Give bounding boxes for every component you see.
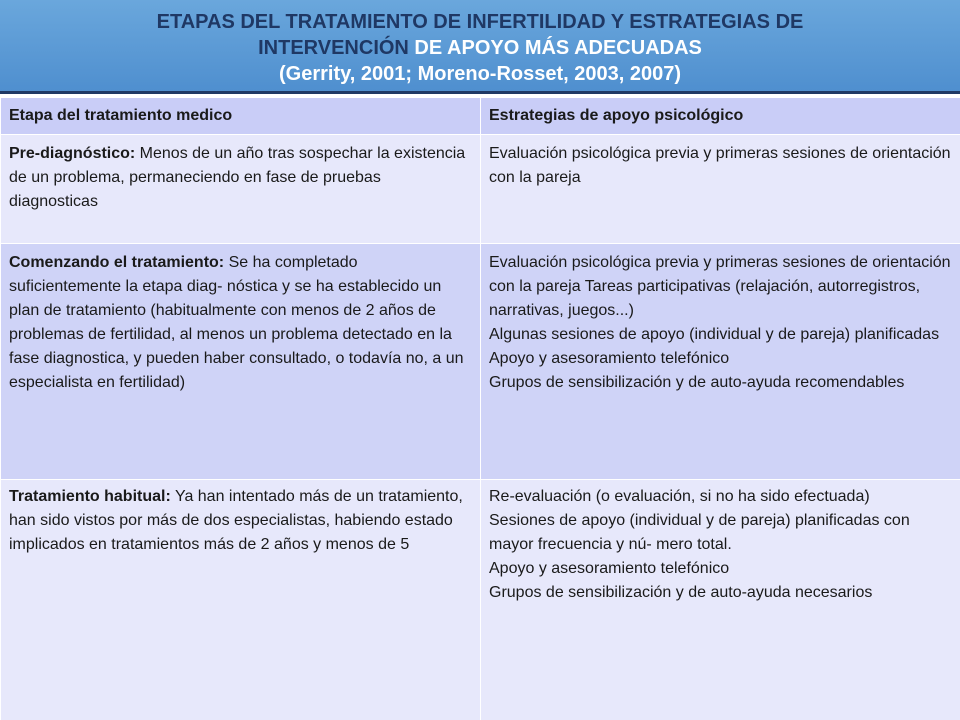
stage-name: Comenzando el tratamiento: (9, 254, 225, 271)
title-banner (0, 0, 960, 94)
table-header-row (1, 98, 960, 135)
stage-description: Menos de un año tras sospechar la existencia de un problema, permaneciendo en fase de pruebas diagnosticas (9, 145, 466, 210)
strategies-cell (481, 244, 960, 480)
title-citation: (Gerrity, 2001; Moreno-Rosset, 2003, 2007) (278, 63, 682, 85)
strategy-item: Evaluación psicológica previa y primeras sesiones de orientación con la pareja Tareas participativas (relajación, autorregistros, narrativas, juegos...) (489, 254, 951, 319)
strategy-item: Evaluación psicológica previa y primeras sesiones de orientación con la pareja (489, 145, 951, 186)
header-strategies: Estrategias de apoyo psicológico (481, 98, 960, 135)
strategy-item: Sesiones de apoyo (individual y de pareja) planificadas con mayor frecuencia y nú- mero total. (489, 512, 910, 553)
title-line-2-part-1: INTERVENCIÓN (258, 37, 409, 59)
stage-name: Tratamiento habitual: (9, 488, 171, 505)
stage-description: Se ha completado suficientemente la etapa diag- nóstica y se ha establecido un plan de tratamiento (habitualmente con menos de 2 años de problemas de fertilidad, al menos un problema detectado en la fase diagnostica, y pueden haber consultado, o todavía no, a un especialista en fertilidad) (9, 254, 464, 391)
strategies-cell (481, 135, 960, 244)
strategy-item: Re-evaluación (o evaluación, si no ha sido efectuada) (489, 488, 870, 505)
stage-cell (1, 244, 481, 480)
stage-cell (1, 135, 481, 244)
strategy-item: Grupos de sensibilización y de auto-ayuda necesarios (489, 584, 873, 601)
header-stage: Etapa del tratamiento medico (1, 98, 481, 135)
title-line-1 (0, 9, 960, 35)
stages-table (0, 97, 960, 720)
stage-description: Ya han intentado más de un tratamiento, han sido vistos por más de dos especialistas, habiendo estado implicados en tratamientos más de 2 años y menos de 5 (9, 488, 463, 553)
table-row (1, 480, 960, 720)
title-line-1-part-1: ETAPAS DEL TRATAMIENTO DE INFERTILIDAD (156, 11, 606, 33)
table-row (1, 135, 960, 244)
strategy-item: Grupos de sensibilización y de auto-ayuda recomendables (489, 374, 905, 391)
stage-cell (1, 480, 481, 720)
title-line-2-part-2: DE APOYO MÁS ADECUADAS (408, 37, 702, 59)
table-row (1, 244, 960, 480)
title-line-2 (0, 35, 960, 61)
stage-name: Pre-diagnóstico: (9, 145, 136, 162)
strategy-item: Apoyo y asesoramiento telefónico (489, 350, 730, 367)
strategy-item: Algunas sesiones de apoyo (individual y de pareja) planificadas (489, 326, 940, 343)
title-line-1-part-2: Y ESTRATEGIAS DE (605, 11, 804, 33)
strategies-cell (481, 480, 960, 720)
strategy-item: Apoyo y asesoramiento telefónico (489, 560, 730, 577)
